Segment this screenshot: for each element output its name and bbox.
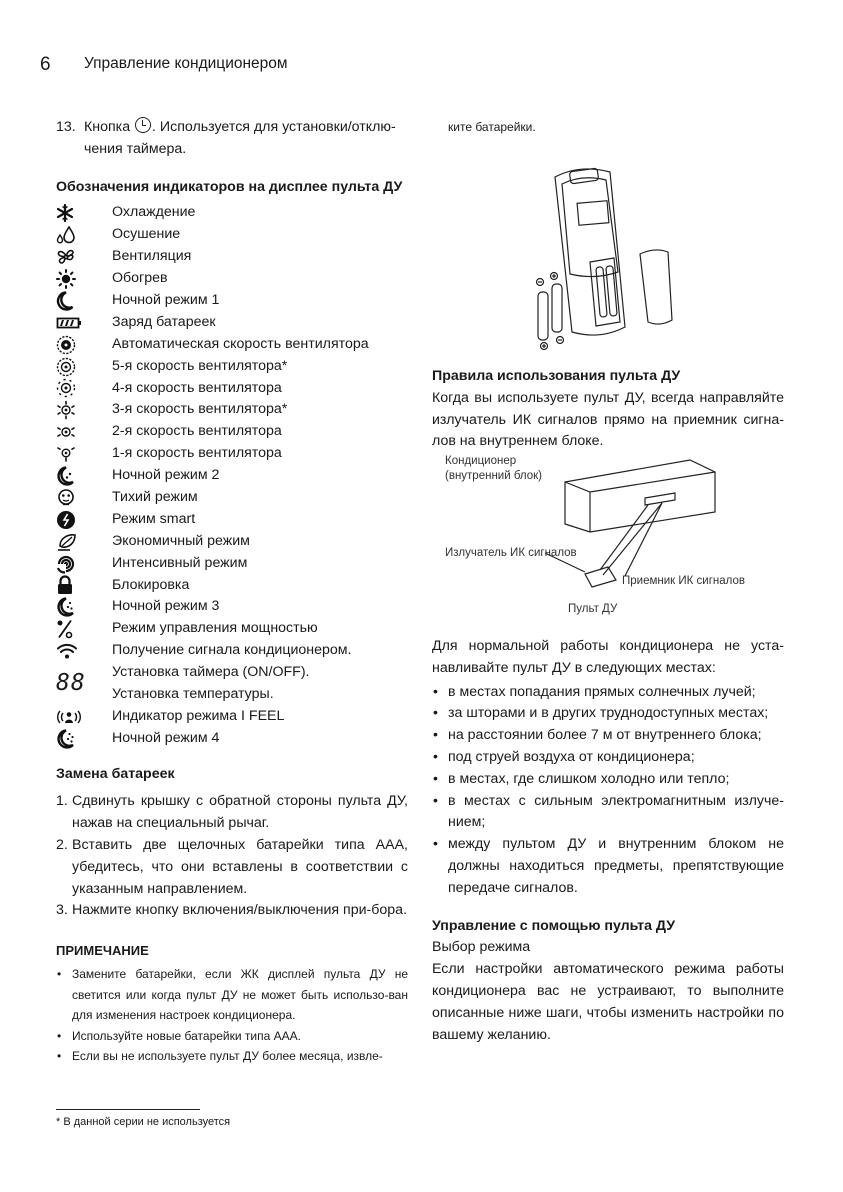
fan-speed-4-icon [56, 378, 112, 400]
moon-4-icon [56, 728, 112, 750]
indicator-row [56, 224, 408, 246]
indicator-row [56, 443, 408, 465]
indicator-row [56, 334, 408, 356]
indicator-label: Тихий режим [112, 488, 198, 505]
fan-speed-3-icon [56, 399, 112, 421]
right-cont [432, 117, 784, 139]
unit-label-2: (внутренний блок) [445, 470, 543, 482]
battery-step: 2. Вставить две щелочных батарейки типа AAA, убедитесь, что они вставлены в соответствии с указанным направлением. [56, 837, 408, 897]
battery-2 [552, 284, 562, 332]
footnote: * В данной серии не используется [56, 1116, 231, 1128]
placement-list [432, 682, 784, 900]
indoor-unit [565, 460, 715, 532]
indicator-row [56, 618, 408, 640]
placement-item: • в местах попадания прямых солнечных лучей; [432, 682, 784, 704]
page-title: Управление кондиционером [84, 55, 288, 72]
item-13-number: 13. [56, 119, 76, 135]
battery-step: 3. Нажмите кнопку включения/выключения при-бора. [56, 902, 408, 919]
item-13-line2: чения таймера. [84, 140, 187, 157]
smart-icon [56, 509, 112, 531]
note-list [56, 964, 408, 1067]
ifeel-icon [56, 706, 112, 728]
indicator-row [56, 399, 408, 421]
indicator-row [56, 531, 408, 553]
note-item: • Замените батарейки, если ЖК дисплей пульта ДУ не светится или когда пульт ДУ не может быть использо-ван для изменения настроек кондиционера. [56, 964, 408, 1026]
indicator-label: 4-я скорость вентилятора [112, 379, 282, 396]
fan-speed-5-icon [56, 356, 112, 378]
page-number: 6 [40, 54, 51, 75]
indicator-row [56, 706, 408, 728]
indicator-row [56, 268, 408, 290]
remote-label: Пульт ДУ [568, 603, 618, 615]
indicator-row [56, 312, 408, 334]
note-heading: ПРИМЕЧАНИЕ [56, 943, 149, 959]
placement-item: • между пультом ДУ и внутренним блоком не должны находиться предметы, препятствующие передаче сигналов. [432, 834, 784, 899]
sun-icon [56, 268, 112, 290]
fan-speed-2-icon [56, 421, 112, 443]
quiet-icon [56, 487, 112, 509]
item-13 [56, 117, 408, 161]
clock-icon [135, 117, 151, 133]
placement-item: • в местах с сильным электромагнитным излуче-нием; [432, 791, 784, 835]
placement-item: • под струей воздуха от кондиционера; [432, 747, 784, 769]
indicator-label: Ночной режим 2 [112, 467, 220, 484]
indicators-heading: Обозначения индикаторов на дисплее пульта ДУ [56, 178, 403, 195]
right-column-lower [432, 636, 784, 1046]
indicator-label: 2-я скорость вентилятора [112, 423, 282, 440]
timer-label: Установка таймера (ON/OFF). [112, 664, 310, 681]
indicator-row [56, 246, 408, 268]
rules-text: Когда вы используете пульт ДУ, всегда направляйте излучатель ИК сигналов прямо на приемник сигна-лов на внутреннем блоке. [432, 389, 784, 450]
indicator-row [56, 290, 408, 312]
indicator-row [56, 378, 408, 400]
temp-label: Установка температуры. [112, 685, 274, 702]
battery-step: 1. Сдвинуть крышку с обратной стороны пульта ДУ, нажав на специальный рычаг. [56, 793, 408, 832]
indicator-label: Получение сигнала кондиционером. [112, 642, 352, 659]
receiver-label: Приемник ИК сигналов [622, 575, 746, 587]
indicator-row [56, 640, 408, 662]
indicator-row [56, 356, 408, 378]
placement-intro: Для нормальной работы кондиционера не уста-навливайте пульт ДУ в следующих местах: [432, 638, 784, 676]
note-item: • Если вы не используете пульт ДУ более месяца, извле- [56, 1046, 408, 1067]
indicator-row [56, 509, 408, 531]
indicator-label: 1-я скорость вентилятора [112, 445, 282, 462]
moon-icon [56, 290, 112, 312]
indicator-label: Ночной режим 4 [112, 729, 220, 746]
remote-battery-illustration [520, 162, 690, 352]
moon-2-icon [56, 465, 112, 487]
indicator-row [56, 465, 408, 487]
emitter-label: Излучатель ИК сигналов [445, 547, 577, 559]
digits-icon: 88 [56, 670, 86, 697]
indicator-label: Интенсивный режим [112, 554, 248, 571]
indicator-label: Заряд батареек [112, 313, 216, 330]
indicator-label: Вентиляция [112, 248, 192, 265]
rules-heading: Правила использования пульта ДУ [432, 368, 681, 384]
moon-3-icon [56, 596, 112, 618]
placement-item: • на расстоянии более 7 м от внутреннего блока; [432, 725, 784, 747]
percent-icon [56, 618, 112, 640]
indicator-row [56, 421, 408, 443]
indicator-row [56, 553, 408, 575]
note-item: • Используйте новые батарейки типа AAA. [56, 1026, 408, 1047]
indicator-label: Обогрев [112, 270, 168, 287]
indicator-label: Автоматическая скорость вентилятора [112, 335, 369, 352]
item-13-pre: Кнопка [84, 119, 131, 135]
lock-icon [56, 575, 112, 597]
indicator-label: Экономичный режим [112, 532, 250, 549]
fan-icon [56, 246, 112, 268]
mode-subheading: Выбор режима [432, 939, 531, 956]
placement-item: • за шторами и в других труднодоступных местах; [432, 703, 784, 725]
battery-cover [640, 250, 672, 324]
receiver-window [645, 493, 675, 505]
battery-heading: Замена батареек [56, 765, 175, 782]
battery-steps [56, 791, 408, 922]
indicator-label: Ночной режим 1 [112, 291, 220, 308]
signal-icon [56, 640, 112, 662]
fan-auto-icon [56, 334, 112, 356]
indicator-label: Режим smart [112, 510, 196, 527]
turbo-icon [56, 553, 112, 575]
item-13-post: . Используется для установки/отклю- [152, 119, 396, 135]
battery-icon [56, 312, 112, 334]
right-column [432, 366, 784, 453]
indicator-label: Осушение [112, 226, 181, 243]
note-continuation: ките батарейки. [448, 120, 536, 134]
indicator-label: 3-я скорость вентилятора* [112, 401, 288, 418]
indicator-row [56, 662, 408, 706]
drops-icon [56, 224, 112, 246]
placement-item: • в местах, где слишком холодно или тепло; [432, 769, 784, 791]
indicator-label: Ночной режим 3 [112, 598, 220, 615]
indicator-label: Индикатор режима I FEEL [112, 707, 285, 724]
unit-label-1: Кондиционер [445, 455, 517, 467]
indicator-row [56, 728, 408, 750]
indicator-row [56, 596, 408, 618]
fan-speed-1-icon [56, 443, 112, 465]
mode-text: Если настройки автоматического режима работы кондиционера вас не устраивают, то выполните описанные ниже шаги, чтобы изменить настройки по вашему желанию. [432, 961, 784, 1043]
indicator-row [56, 202, 408, 224]
left-column [56, 117, 408, 1067]
indicator-label: Охлаждение [112, 204, 196, 221]
indicator-row [56, 575, 408, 597]
eco-icon [56, 531, 112, 553]
remote-body [555, 169, 625, 335]
indicator-list [56, 202, 408, 749]
ir-diagram [440, 452, 780, 622]
control-heading: Управление с помощью пульта ДУ [432, 917, 676, 934]
battery-1 [538, 292, 548, 340]
indicator-label: Режим управления мощностью [112, 620, 318, 637]
indicator-row [56, 487, 408, 509]
snowflake-icon [56, 202, 112, 224]
indicator-label: 5-я скорость вентилятора* [112, 357, 288, 374]
footnote-rule [56, 1109, 200, 1110]
indicator-label: Блокировка [112, 576, 190, 593]
